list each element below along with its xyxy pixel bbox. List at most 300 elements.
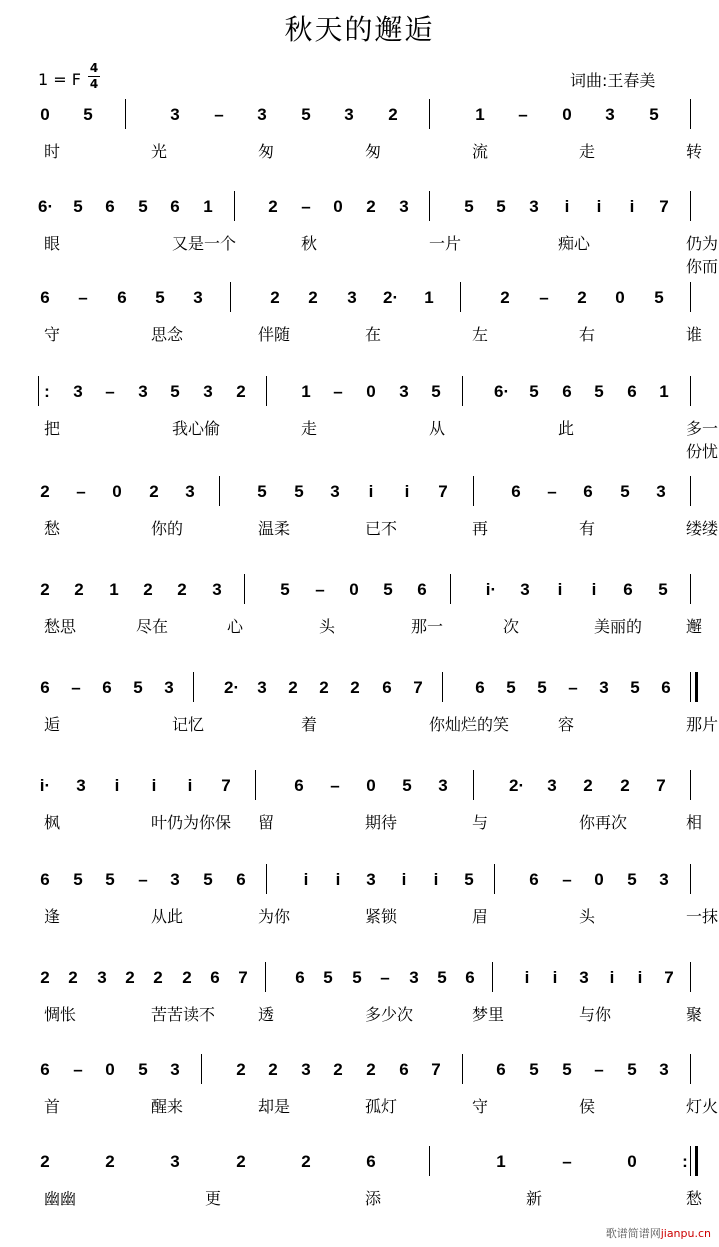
lyric-word: 在 [365,325,382,344]
note: 6 [236,870,246,889]
score-row [0,870,719,960]
note: i [187,776,193,795]
bar-line [690,864,691,894]
bar-line [125,99,126,129]
note: 0 [40,105,50,124]
lyric-word: 孤灯 [365,1097,398,1116]
lyric-word: 从此 [151,907,184,926]
repeat-dots: : [44,382,50,401]
note: 2 [125,968,135,987]
note: – [71,678,81,697]
lyric-word: 时 [44,142,61,161]
lyric-word: 走 [579,142,596,161]
note: 6 [117,288,127,307]
note: 5 [203,870,213,889]
note: 2 [236,382,246,401]
note: 3 [257,678,267,697]
lyric-word: 右 [579,325,596,344]
lyric-word: 添 [365,1189,382,1208]
note: 3 [656,482,666,501]
note: 2· [383,288,399,307]
note: 6 [562,382,572,401]
note: – [76,482,86,501]
bar-line [266,864,267,894]
note: 3 [164,678,174,697]
bar-line [690,376,691,406]
note: 0 [366,776,376,795]
bar-line [219,476,220,506]
note: 7 [659,197,669,216]
lyric-word: 邂 [686,617,703,636]
note: 6 [399,1060,409,1079]
watermark-site-name: 歌谱简谱网 [605,1227,661,1240]
note: – [380,968,390,987]
bar-line [473,476,474,506]
notation-line [0,1060,719,1120]
note: 2 [301,1152,311,1171]
note: 6 [529,870,539,889]
note: 6 [627,382,637,401]
note: 2 [333,1060,343,1079]
bar-line [494,864,495,894]
note: i [637,968,643,987]
note: 6 [366,1152,376,1171]
note: 7 [238,968,248,987]
bar-line [201,1054,202,1084]
lyric-word: 走 [301,419,318,438]
note: – [138,870,148,889]
time-signature [88,62,100,91]
note: 3 [301,1060,311,1079]
bar-line [429,1146,430,1176]
author-credit: 词曲:王春美 [570,71,656,90]
note: 3 [257,105,267,124]
score-row [0,482,719,572]
lyric-word: 把 [44,419,61,438]
bar-line [690,99,691,129]
note: – [333,382,343,401]
note: 6 [295,968,305,987]
lyric-word: 温柔 [258,519,291,538]
lyric-word: 美丽的 [594,617,643,636]
notation-line [0,288,719,348]
lyric-word: 逢 [44,907,61,926]
note: 5 [620,482,630,501]
lyric-word: 聚 [686,1005,703,1024]
lyric-word: 梦里 [472,1005,505,1024]
note: 3 [170,105,180,124]
note: 3 [438,776,448,795]
lyric-word: 匆 [365,142,382,161]
lyric-word: 那一 [411,617,444,636]
note: – [594,1060,604,1079]
note: 0 [105,1060,115,1079]
score-row [0,105,719,195]
note: 5 [155,288,165,307]
note: 5 [654,288,664,307]
bar-line [442,672,443,702]
lyric-word: 有 [579,519,596,538]
note: i [564,197,570,216]
note: 6 [583,482,593,501]
note: 3 [203,382,213,401]
note: 1 [659,382,669,401]
note: 2 [143,580,153,599]
score-row [0,968,719,1058]
note: 2 [583,776,593,795]
lyric-word: 醒来 [151,1097,184,1116]
lyric-word: 愁 [44,519,61,538]
note: 2 [74,580,84,599]
bar-line [462,1054,463,1084]
note: – [315,580,325,599]
score-row [0,678,719,768]
note: 2 [236,1152,246,1171]
note: i [596,197,602,216]
note: 0 [615,288,625,307]
note: 5 [562,1060,572,1079]
lyric-word: 侯 [579,1097,596,1116]
lyric-word: 一片 [429,234,462,253]
note: 0 [333,197,343,216]
note: 2 [270,288,280,307]
note: 3 [138,382,148,401]
lyric-word: 再 [472,519,489,538]
lyric-word: 此 [558,419,575,438]
note: 5 [437,968,447,987]
bar-line [429,99,430,129]
note: 5 [627,1060,637,1079]
note: 3 [599,678,609,697]
note: 2 [268,197,278,216]
note: 6 [105,197,115,216]
note: 2 [366,197,376,216]
time-signature-bottom: 4 [89,77,99,91]
bar-line [462,376,463,406]
bar-line [473,770,474,800]
note: – [568,678,578,697]
lyric-word: 为你 [258,907,291,926]
note: 2 [40,482,50,501]
note: 6 [623,580,633,599]
bar-line [690,770,691,800]
note: 5 [323,968,333,987]
note: 3 [347,288,357,307]
bar-line [690,962,691,992]
note: 5 [138,1060,148,1079]
lyric-word: 尽在 [136,617,169,636]
notation-line [0,105,719,165]
note: 3 [185,482,195,501]
note: 2· [509,776,525,795]
note: 2 [308,288,318,307]
lyric-word: 期待 [365,813,398,832]
note: 1 [109,580,119,599]
bar-line [690,476,691,506]
note: 0 [562,105,572,124]
note: i [629,197,635,216]
lyric-word: 匆 [258,142,275,161]
note: 5 [649,105,659,124]
note: 2 [105,1152,115,1171]
lyric-word: 那片 [686,715,719,734]
note: 2 [177,580,187,599]
note: 5 [133,678,143,697]
lyric-word: 转 [686,142,703,161]
notation-line [0,1152,719,1212]
note: 2 [319,678,329,697]
note: 3 [330,482,340,501]
note: 5 [537,678,547,697]
note: 3 [659,870,669,889]
note: 2 [577,288,587,307]
note: – [330,776,340,795]
note: i [524,968,530,987]
lyric-word: 缕缕 [686,519,719,538]
note: 3 [605,105,615,124]
lyric-word: 相 [686,813,703,832]
note: 7 [413,678,423,697]
note: 5 [464,870,474,889]
note: 2 [620,776,630,795]
note: 5 [383,580,393,599]
note: 5 [529,1060,539,1079]
lyric-word: 容 [558,715,575,734]
lyric-word: 透 [258,1005,275,1024]
note: 5 [170,382,180,401]
note: 3 [73,382,83,401]
bar-line [193,672,194,702]
note: 5 [83,105,93,124]
note: 2· [224,678,240,697]
lyric-word: 新 [526,1189,543,1208]
lyric-word: 叶仍为你保 [151,813,232,832]
lyric-word: 逅 [44,715,61,734]
bar-line [690,672,698,702]
note: i [404,482,410,501]
note: 3 [579,968,589,987]
note: – [105,382,115,401]
note: 5 [138,197,148,216]
note: – [547,482,557,501]
notation-line [0,678,719,738]
note: 0 [366,382,376,401]
bar-line [255,770,256,800]
note: 2 [40,1152,50,1171]
key-signature: 1 = F [38,70,81,89]
lyric-word: 眉 [472,907,489,926]
note: 3 [170,1152,180,1171]
bar-line [265,962,266,992]
note: 7 [438,482,448,501]
note: 1 [203,197,213,216]
bar-line [244,574,245,604]
lyric-word: 更 [205,1189,222,1208]
note: 3 [344,105,354,124]
lyric-word: 头 [579,907,596,926]
note: 3 [520,580,530,599]
note: 6 [465,968,475,987]
notation-line [0,968,719,1028]
note: 2 [388,105,398,124]
note: – [78,288,88,307]
lyric-word: 紧锁 [365,907,398,926]
note: 5 [529,382,539,401]
note: – [518,105,528,124]
note: 3 [193,288,203,307]
score-row [0,382,719,472]
note: 6 [40,1060,50,1079]
note: 3 [212,580,222,599]
bar-line [450,574,451,604]
note: 2 [182,968,192,987]
lyric-word: 已不 [365,519,398,538]
lyric-word: 惆怅 [44,1005,77,1024]
note: 3 [409,968,419,987]
notation-line [0,870,719,930]
note: 2 [40,968,50,987]
note: i [433,870,439,889]
note: 5 [627,870,637,889]
lyric-word: 苦苦读不 [151,1005,216,1024]
note: 5 [73,870,83,889]
note: 7 [221,776,231,795]
lyric-word: 却是 [258,1097,291,1116]
note: i· [485,580,497,599]
note: 6 [170,197,180,216]
note: 6 [40,870,50,889]
note: i [401,870,407,889]
bar-line [234,191,235,221]
lyric-word: 光 [151,142,168,161]
lyric-word: 你再次 [579,813,628,832]
bar-line [492,962,493,992]
note: 6 [511,482,521,501]
lyric-word: 流 [472,142,489,161]
score-row [0,580,719,670]
song-title: 秋天的邂逅 [284,13,435,46]
note: i [591,580,597,599]
note: 2 [40,580,50,599]
note: 5 [294,482,304,501]
lyric-word: 又是一个 [172,234,237,253]
note: 0 [112,482,122,501]
note: 3 [399,197,409,216]
lyric-word: 灯火 [686,1097,719,1116]
bar-line [230,282,231,312]
lyric-word: 一抹 [686,907,719,926]
note: 5 [257,482,267,501]
note: 1 [301,382,311,401]
note: i· [39,776,51,795]
note: i [609,968,615,987]
note: 5 [506,678,516,697]
lyric-word: 与你 [579,1005,612,1024]
note: 6 [475,678,485,697]
lyric-word: 我心偷 [172,419,221,438]
note: 1 [424,288,434,307]
lyric-word: 你灿烂的笑 [429,715,510,734]
note: – [73,1060,83,1079]
note: 5 [402,776,412,795]
lyric-word: 谁 [686,325,703,344]
bar-line [690,1054,691,1084]
note: 6· [494,382,510,401]
note: i [114,776,120,795]
note: – [301,197,311,216]
note: 6 [496,1060,506,1079]
lyric-word: 愁思 [44,617,77,636]
note: 1 [496,1152,506,1171]
bar-line [460,282,461,312]
lyric-word: 着 [301,715,318,734]
note: 1 [475,105,485,124]
score-row [0,776,719,866]
lyric-word: 多少次 [365,1005,414,1024]
bar-line [429,191,430,221]
score-row [0,197,719,287]
notation-line [0,482,719,542]
note: – [214,105,224,124]
note: 5 [431,382,441,401]
note: 2 [68,968,78,987]
note: 5 [73,197,83,216]
note: 5 [352,968,362,987]
time-signature-top: 4 [89,61,99,75]
lyric-word: 伴随 [258,325,291,344]
lyric-word: 枫 [44,813,61,832]
note: 5 [301,105,311,124]
watermark-domain: jianpu.cn [660,1227,711,1240]
note: 5 [630,678,640,697]
note: 2 [236,1060,246,1079]
lyric-word: 头 [319,617,336,636]
lyric-word: 守 [472,1097,489,1116]
note: – [562,1152,572,1171]
note: 6 [417,580,427,599]
lyric-word: 你的 [151,519,184,538]
note: 6 [661,678,671,697]
lyric-word: 记忆 [172,715,205,734]
lyric-word: 次 [503,617,520,636]
bar-line [690,282,691,312]
lyric-word: 幽幽 [44,1189,77,1208]
bar-line [38,376,39,406]
note: 3 [547,776,557,795]
note: 5 [464,197,474,216]
note: – [562,870,572,889]
lyric-word: 仍为你而 [686,234,719,276]
note: 0 [627,1152,637,1171]
note: 3 [97,968,107,987]
lyric-word: 首 [44,1097,61,1116]
note: 2 [288,678,298,697]
note: 7 [664,968,674,987]
note: 6 [40,288,50,307]
note: 5 [594,382,604,401]
score-row [0,1060,719,1150]
note: i [368,482,374,501]
note: 3 [366,870,376,889]
lyric-word: 愁 [686,1189,703,1208]
repeat-dots: : [682,1152,688,1171]
note: 0 [349,580,359,599]
lyric-word: 痴心 [558,234,591,253]
note: 5 [658,580,668,599]
lyric-word: 左 [472,325,489,344]
note: 3 [659,1060,669,1079]
lyric-word: 秋 [301,234,318,253]
